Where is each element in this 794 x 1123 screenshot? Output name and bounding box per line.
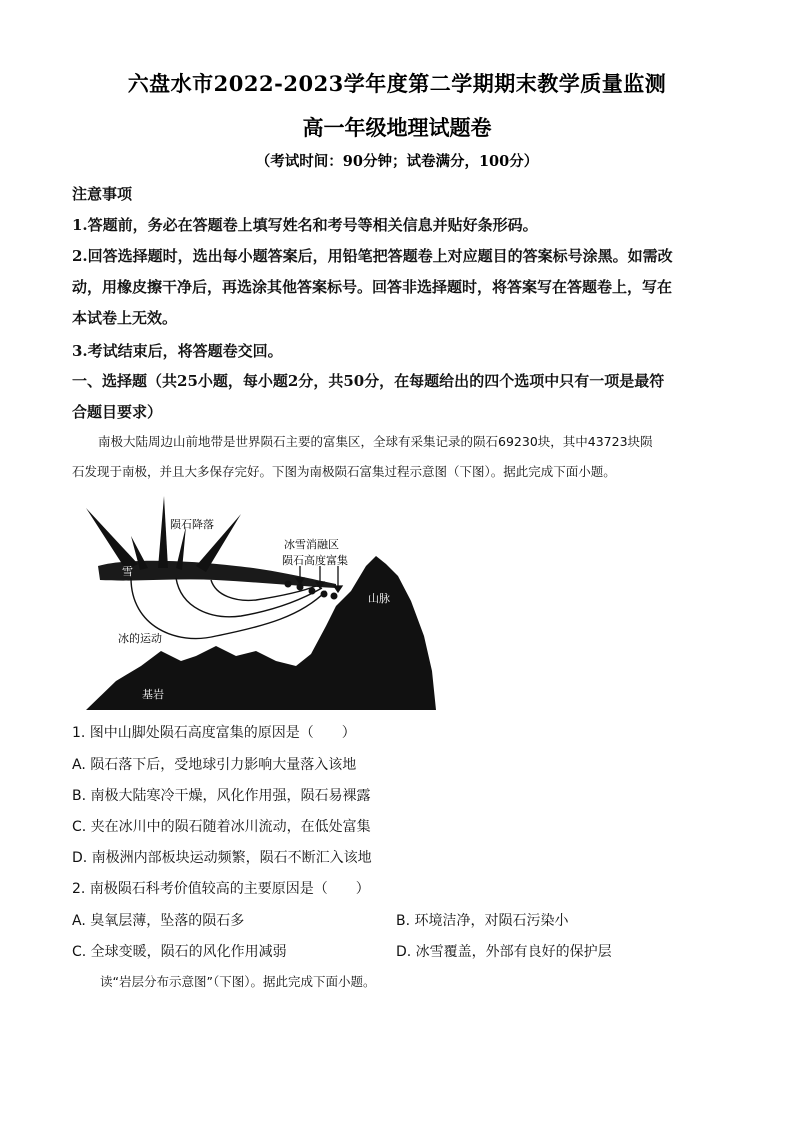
question-2-option-c: C. 全球变暖，陨石的风化作用减弱: [72, 944, 287, 960]
note-item-2-line-1: 2.回答选择题时，选出每小题答案后，用铅笔把答题卷上对应题目的答案标号涂黑。如需改: [72, 247, 673, 265]
exam-subtitle: 高一年级地理试题卷: [302, 115, 492, 140]
label-ice-motion: 冰的运动: [118, 632, 162, 645]
meteor-spike-1: [86, 508, 138, 570]
section-heading-line-1: 一、选择题（共25小题，每小题2分，共50分，在每题给出的四个选项中只有一项是最符: [72, 372, 665, 390]
note-item-3: 3.考试结束后，将答题卷交回。: [72, 342, 283, 360]
note-item-2-line-2: 动，用橡皮擦干净后，再选涂其他答案标号。回答非选择题时，将答案写在答题卷上，写在: [72, 278, 673, 296]
label-mountain: 山脉: [368, 592, 390, 605]
question-2-option-b: B. 环境洁净，对陨石污染小: [396, 913, 569, 929]
label-height-enrich: 陨石高度富集: [282, 554, 348, 567]
question-1-option-d: D. 南极洲内部板块运动频繁，陨石不断汇入该地: [72, 850, 372, 866]
passage-2-line-1: 读“岩层分布示意图”（下图）。据此完成下面小题。: [100, 974, 376, 989]
question-2-option-a: A. 臭氧层薄，坠落的陨石多: [72, 913, 245, 929]
note-item-2-line-3: 本试卷上无效。: [72, 309, 178, 327]
question-1-option-b: B. 南极大陆寒冷干燥，风化作用强，陨石易裸露: [72, 788, 371, 804]
passage-1-line-1: 南极大陆周边山前地带是世界陨石主要的富集区，全球有采集记录的陨石69230块，其中43723块陨: [98, 434, 653, 449]
section-heading-line-2: 合题目要求）: [72, 403, 163, 421]
label-melt-zone: 冰雪消融区: [284, 538, 339, 551]
question-2-stem: 2. 南极陨石科考价值较高的主要原因是（ ）: [72, 881, 370, 897]
exam-title: 六盘水市2022-2023学年度第二学期期末教学质量监测: [127, 71, 667, 96]
question-1-option-c: C. 夹在冰川中的陨石随着冰川流动，在低处富集: [72, 819, 371, 835]
exam-info: （考试时间：90分钟；试卷满分，100分）: [255, 153, 539, 170]
question-1-option-a: A. 陨石落下后，受地球引力影响大量落入该地: [72, 757, 357, 773]
label-bedrock: 基岩: [142, 688, 164, 701]
meteor-spike-2: [158, 496, 168, 568]
note-item-1: 1.答题前，务必在答题卷上填写姓名和考号等相关信息并贴好条形码。: [72, 216, 538, 234]
label-snow: 雪: [122, 565, 133, 578]
passage-1-line-2: 石发现于南极，并且大多保存完好。下图为南极陨石富集过程示意图（下图）。据此完成下面小题。: [72, 464, 616, 479]
question-2-option-d: D. 冰雪覆盖，外部有良好的保护层: [396, 944, 612, 960]
question-1-stem: 1. 图中山脚处陨石高度富集的原因是（ ）: [72, 725, 356, 741]
meteorite-enrichment-diagram: [86, 496, 442, 710]
notes-heading: 注意事项: [72, 185, 133, 203]
label-meteor-fall: 陨石降落: [170, 518, 214, 531]
